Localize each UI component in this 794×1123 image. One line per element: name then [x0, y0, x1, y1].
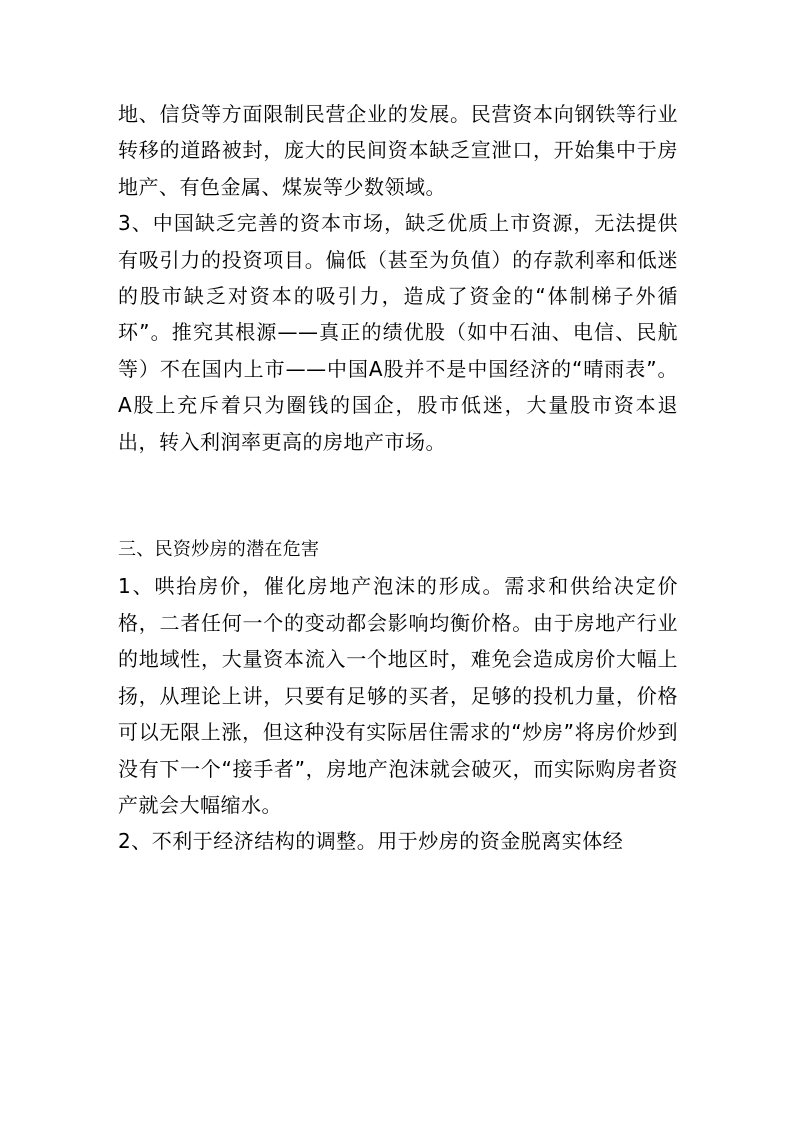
paragraph-point-1: 1、哄抬房价，催化房地产泡沫的形成。需求和供给决定价格，二者任何一个的变动都会影响均衡价格。由于房地产行业的地域性，大量资本流入一个地区时，难免会造成房价大幅上扬，从理论上讲，只要有足够的买者，足够的投机力量，价格可以无限上涨，但这种没有实际居住需求的“炒房”将房价炒到没有下一个“接手者”，房地产泡沫就会破灭，而实际购房者资产就会大幅缩水。: [118, 574, 678, 817]
paragraph-point-2: 2、不利于经济结构的调整。用于炒房的资金脱离实体经: [118, 829, 624, 854]
paragraph-point-3: 3、中国缺乏完善的资本市场，缺乏优质上市资源，无法提供有吸引力的投资项目。偏低（甚至为负值）的存款利率和低迷的股市缺乏对资本的吸引力，造成了资金的“体制梯子外循环”。推究其根源——真正的绩优股（如中石油、电信、民航等）不在国内上市——中国A股并不是中国经济的“晴雨表”。A股上充斥着只为圈钱的国企，股市低迷，大量股市资本退出，转入利润率更高的房地产市场。: [118, 211, 678, 454]
paragraph-continuation: 地、信贷等方面限制民营企业的发展。民营资本向钢铁等行业转移的道路被封，庞大的民间资本缺乏宣泄口，开始集中于房地产、有色金属、煤炭等少数领域。: [118, 102, 678, 199]
document-body: [118, 96, 678, 860]
blank-spacer: [118, 460, 678, 532]
section-heading: 三、民资炒房的潜在危害: [118, 539, 320, 561]
